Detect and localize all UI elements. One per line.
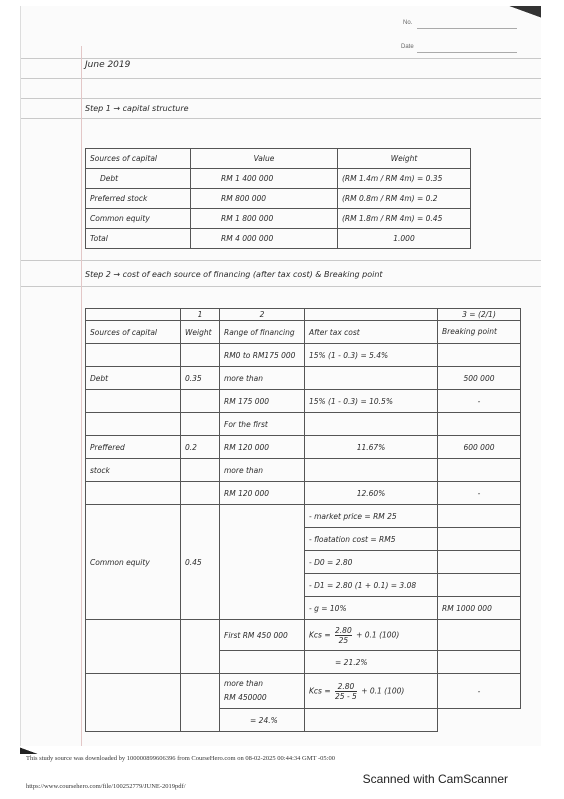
ruled-line xyxy=(21,118,541,119)
page-date: June 2019 xyxy=(85,60,131,70)
ruled-line xyxy=(21,58,541,59)
table-row xyxy=(86,309,521,321)
table-row xyxy=(86,413,521,436)
cost-of-financing-table xyxy=(85,308,521,732)
cell-source: Preffered xyxy=(86,436,181,459)
ruled-line xyxy=(21,78,541,79)
cell-cost: 15% (1 - 0.3) = 5.4% xyxy=(305,344,438,367)
kcs-label: Kcs = xyxy=(309,630,331,639)
fraction xyxy=(335,682,357,701)
cell-cost: 11.67% xyxy=(305,436,438,459)
formula-tail: + 0.1 (100) xyxy=(361,686,405,695)
cell-range: RM0 to RM175 000 xyxy=(220,344,305,367)
cell-bp: 600 000 xyxy=(438,436,521,459)
margin-line xyxy=(81,46,82,746)
range-line: more than xyxy=(224,679,264,688)
ruled-line xyxy=(21,260,541,261)
cell-source: Total xyxy=(86,229,191,249)
table-row xyxy=(86,321,521,344)
cell-source: stock xyxy=(86,459,181,482)
cell-cost: 12.60% xyxy=(305,482,438,505)
col-header-sources: Sources of capital xyxy=(86,321,181,344)
date-label: Date xyxy=(401,44,414,50)
fraction-numerator: 2.80 xyxy=(335,625,352,635)
cell-source: Preferred stock xyxy=(86,189,191,209)
table-row xyxy=(86,674,521,709)
cell-cost xyxy=(305,413,438,436)
cell-range: more than xyxy=(220,367,305,390)
cell-bp: RM 1000 000 xyxy=(438,597,521,620)
download-notice: This study source was downloaded by 100000899606396 from CourseHero.com on 08-02-2025 00:44:34 GMT -05:00 xyxy=(26,755,335,762)
cell-bp: 500 000 xyxy=(438,367,521,390)
col-header-weight: Weight xyxy=(338,149,471,169)
table-row xyxy=(86,344,521,367)
cell-bp: - xyxy=(438,482,521,505)
cell-range: RM 120 000 xyxy=(220,482,305,505)
col-header-cost: After tax cost xyxy=(305,321,438,344)
table-row xyxy=(86,390,521,413)
ruled-line xyxy=(21,98,541,99)
cell-formula xyxy=(305,620,438,651)
page-corner-shadow xyxy=(501,6,541,20)
table-row xyxy=(86,436,521,459)
camscanner-watermark: Scanned with CamScanner xyxy=(362,772,508,786)
fraction-numerator: 2.80 xyxy=(335,682,357,692)
col-header-bp: Breaking point xyxy=(438,321,521,344)
page-edge-shadow xyxy=(20,746,42,754)
cell-bp xyxy=(438,459,521,482)
date-line xyxy=(417,52,517,53)
cell-note: - g = 10% xyxy=(305,597,438,620)
cell-cost xyxy=(305,367,438,390)
fraction-denominator: 25 xyxy=(338,635,349,645)
cell-range: First RM 450 000 xyxy=(220,620,305,651)
table-row xyxy=(86,459,521,482)
table-row xyxy=(86,229,471,249)
cell-bp: - xyxy=(438,390,521,413)
step1-title: Step 1 → capital structure xyxy=(85,104,189,113)
cell-source: Debt xyxy=(86,367,181,390)
notebook-page xyxy=(20,6,541,746)
fraction xyxy=(335,626,352,645)
ruled-line xyxy=(21,286,541,287)
cell-weight: 0.2 xyxy=(181,436,220,459)
cell-weight: (RM 1.4m / RM 4m) = 0.35 xyxy=(338,169,471,189)
table-row xyxy=(86,620,521,651)
col-header-range: Range of financing xyxy=(220,321,305,344)
table-row xyxy=(86,189,471,209)
cell-bp: - xyxy=(438,674,521,709)
cell-source: Debt xyxy=(86,169,191,189)
cell-value: RM 4 000 000 xyxy=(191,229,338,249)
table-row xyxy=(86,209,471,229)
capital-structure-table xyxy=(85,148,471,249)
cell-note: - floatation cost = RM5 xyxy=(305,528,438,551)
source-url[interactable]: https://www.coursehero.com/file/100252779/JUNE-2019pdf/ xyxy=(26,783,186,790)
table-row xyxy=(86,149,471,169)
cell-result: = 21.2% xyxy=(305,651,438,674)
table-row xyxy=(86,169,471,189)
cell-formula xyxy=(305,674,438,709)
no-line xyxy=(417,28,517,29)
cell-weight: (RM 0.8m / RM 4m) = 0.2 xyxy=(338,189,471,209)
cell-cost xyxy=(305,459,438,482)
cell-range: RM 175 000 xyxy=(220,390,305,413)
cell-range xyxy=(220,674,305,709)
step2-title: Step 2 → cost of each source of financing (after tax cost) & Breaking point xyxy=(85,270,383,279)
cell-result: = 24.% xyxy=(220,709,305,732)
table-row xyxy=(86,482,521,505)
cell-weight: 0.45 xyxy=(181,505,220,620)
cell-source: Common equity xyxy=(86,209,191,229)
fraction-denominator: 25 - 5 xyxy=(335,691,357,701)
range-line: RM 450000 xyxy=(224,693,267,702)
cell-range: RM 120 000 xyxy=(220,436,305,459)
cell-value: RM 1 800 000 xyxy=(191,209,338,229)
cell-weight: (RM 1.8m / RM 4m) = 0.45 xyxy=(338,209,471,229)
col-number-2: 2 xyxy=(220,309,305,321)
cell-note: - D0 = 2.80 xyxy=(305,551,438,574)
col-number-3: 3 = (2/1) xyxy=(438,309,521,321)
table-row xyxy=(86,367,521,390)
col-header-value: Value xyxy=(191,149,338,169)
cell-range: For the first xyxy=(220,413,305,436)
cell-range: more than xyxy=(220,459,305,482)
col-header-weight: Weight xyxy=(181,321,220,344)
cell-weight: 1.000 xyxy=(338,229,471,249)
cell-note: - D1 = 2.80 (1 + 0.1) = 3.08 xyxy=(305,574,438,597)
cell-bp xyxy=(438,344,521,367)
cell-note: - market price = RM 25 xyxy=(305,505,438,528)
kcs-label: Kcs = xyxy=(309,686,331,695)
cell-value: RM 1 400 000 xyxy=(191,169,338,189)
no-label: No. xyxy=(403,20,413,26)
table-row xyxy=(86,505,521,528)
cell-cost: 15% (1 - 0.3) = 10.5% xyxy=(305,390,438,413)
cell-weight: 0.35 xyxy=(181,367,220,390)
cell-value: RM 800 000 xyxy=(191,189,338,209)
cell-source: Common equity xyxy=(86,505,181,620)
col-header-sources: Sources of capital xyxy=(86,149,191,169)
col-number-1: 1 xyxy=(181,309,220,321)
formula-tail: + 0.1 (100) xyxy=(356,630,400,639)
cell-bp xyxy=(438,413,521,436)
